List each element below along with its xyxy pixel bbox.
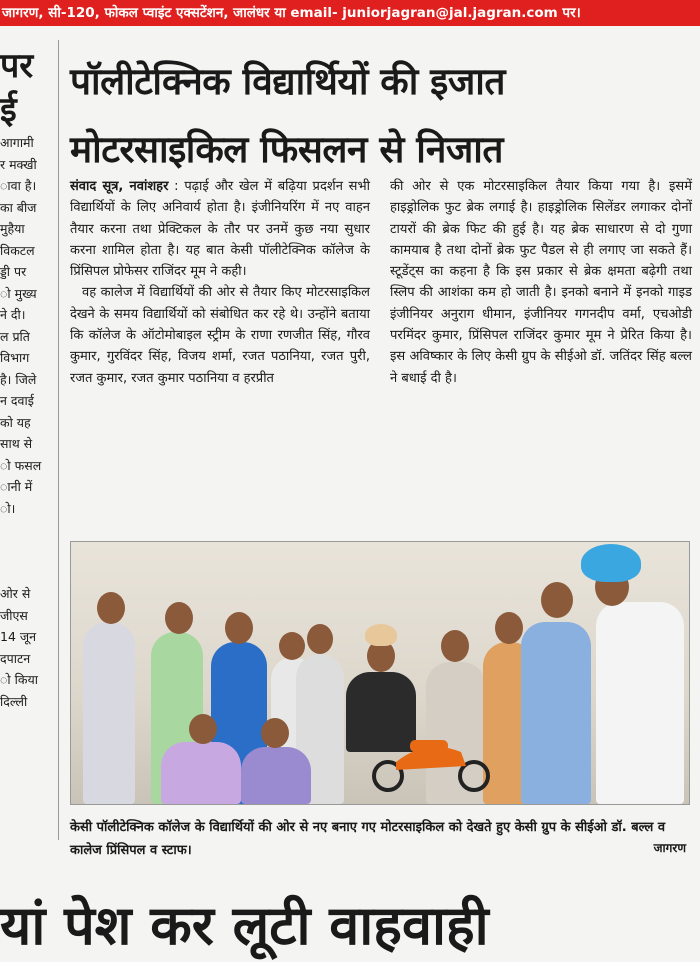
news-photo	[70, 541, 690, 805]
photo-credit: जागरण	[653, 841, 686, 855]
person-figure	[161, 742, 241, 804]
photo-caption: केसी पॉलीटेक्निक कॉलेज के विद्यार्थियों की ओर से नए बनाए गए मोटरसाइकिल को देखते हुए केसी ग्रुप के सीईओ डॉ. बल्ल व कालेज प्रिंसिपल व स्टाफ।	[70, 820, 666, 858]
headline-line-2: मोटरसाइकिल फिसलन से निजात	[70, 128, 503, 171]
adjacent-headline-line: पर	[0, 46, 34, 86]
adjacent-text-line: विकटल	[0, 242, 35, 258]
person-figure	[521, 622, 591, 804]
adjacent-article-column	[0, 44, 54, 864]
adjacent-text-line: का बीज	[0, 199, 37, 215]
motorcycle-image	[366, 732, 496, 792]
article-headline	[70, 48, 694, 184]
article-paragraph: वह कालेज में विद्यार्थियों की ओर से तैयार किए मोटरसाइकिल देखने के समय विद्यार्थियों को संबोधित कर रहे थे। उन्होंने बताया कि कॉलेज के ऑटोमोबाइल स्ट्रीम के राणा रणजीत सिंह, गौरव कुमार, गुरविंदर सिंह, विजय शर्मा, रजत पठानिया, रजत पुरी, रजत कुमार, रजत कुमार पठानिया व हरप्रीत	[70, 285, 370, 386]
turban	[365, 624, 397, 646]
dateline: संवाद सूत्र, नवांशहर	[70, 179, 169, 194]
adjacent-text-line: जीएस	[0, 607, 28, 623]
adjacent-text-line: आगामी	[0, 135, 34, 150]
person-head	[225, 612, 253, 644]
person-head	[441, 630, 469, 662]
adjacent-text-line: न दवाई	[0, 393, 34, 408]
top-contact-bar: जागरण, सी-120, फोकल प्वाइंट एक्सटेंशन, जालंधर या email- juniorjagran@jal.jagran.com पर।	[0, 0, 700, 26]
adjacent-text-line: मुहैया	[0, 221, 25, 236]
person-head	[261, 718, 289, 748]
adjacent-text-line: दिल्ली	[0, 693, 28, 709]
person-head	[97, 592, 125, 624]
adjacent-text-line: दपाटन	[0, 650, 31, 666]
adjacent-text-line: ो।	[0, 500, 16, 516]
turban	[581, 544, 641, 582]
person-head	[307, 624, 333, 654]
adjacent-text-line: साथ से	[0, 436, 33, 451]
next-article-headline: यां पेश कर लूटी वाहवाही	[0, 894, 489, 957]
person-head	[165, 602, 193, 634]
person-figure	[241, 747, 311, 804]
adjacent-headline-line: ई	[0, 90, 17, 130]
adjacent-text-line: ो किया	[0, 672, 38, 687]
adjacent-text-line: ानी में	[0, 479, 33, 494]
column-divider	[58, 40, 59, 840]
adjacent-text-line: ो फसल	[0, 457, 42, 473]
person-head	[279, 632, 305, 660]
person-head	[189, 714, 217, 744]
article-paragraph: की ओर से एक मोटरसाइकिल तैयार किया गया है। इसमें हाइड्रोलिक फुट ब्रेक लगाई है। हाइड्रोलिक सिलेंडर लगाकर दोनों टायरों की ब्रेक फिट की हुई है। यह ब्रेक साधारण से दो गुणा कामयाब है तथा दोनों ब्रेक फुट पैडल से ही लगाए जा सकते हैं। स्टूडेंट्स का कहना है कि इस प्रकार से ब्रेक क्षमता बढ़ेगी तथा स्लिप की आशंका कम हो जाती है। इनको बनाने में इनको गाइड इंजीनियर अनुराग धीमान, इंजीनियर गगनदीप वर्मा, एचओडी परमिंदर कुमार, प्रिंसिपल राजिंदर कुमार मूम ने प्रेरित किया है। इस अविष्कार के लिए केसी ग्रुप के सीईओ डॉ. जतिंदर सिंह बल्ल ने बधाई दी है।	[390, 179, 692, 386]
adjacent-text-line: ो मुख्य	[0, 285, 37, 301]
adjacent-text-line: ने दी।	[0, 307, 26, 322]
headline-line-1: पॉलीटेक्निक विद्यार्थियों की इजात	[70, 60, 505, 103]
article-paragraph	[70, 176, 370, 282]
article-column-2	[390, 176, 692, 389]
adjacent-text-line: है। जिले	[0, 371, 37, 387]
paragraph-text: : पढ़ाई और खेल में बढ़िया प्रदर्शन सभी विद्यार्थियों के लिए अनिवार्य होता है। इंजीनियरिंग में नए वाहन तैयार करना तथा प्रेक्टिकल के तौर पर उनमें कुछ नया सुधार करना शामिल होता है। यह बात केसी पॉलीटेक्निक कॉलेज के प्रिंसिपल प्रोफेसर राजिंदर मूम ने कही।	[70, 179, 370, 280]
adjacent-text-line: ल प्रति	[0, 328, 30, 344]
person-head	[495, 612, 523, 644]
person-head	[541, 582, 573, 618]
adjacent-text-line: ओर से	[0, 586, 31, 601]
adjacent-text-line: ावा है।	[0, 178, 37, 193]
article-column-1	[70, 176, 370, 389]
adjacent-text-line: को यह	[0, 414, 31, 430]
adjacent-text-line: ड्डी पर	[0, 264, 27, 279]
adjacent-text-line: विभाग	[0, 350, 30, 365]
person-figure	[596, 602, 684, 804]
adjacent-text-line: र मक्खी	[0, 156, 37, 172]
person-figure	[83, 622, 135, 804]
adjacent-text-line: 14 जून	[0, 629, 37, 644]
